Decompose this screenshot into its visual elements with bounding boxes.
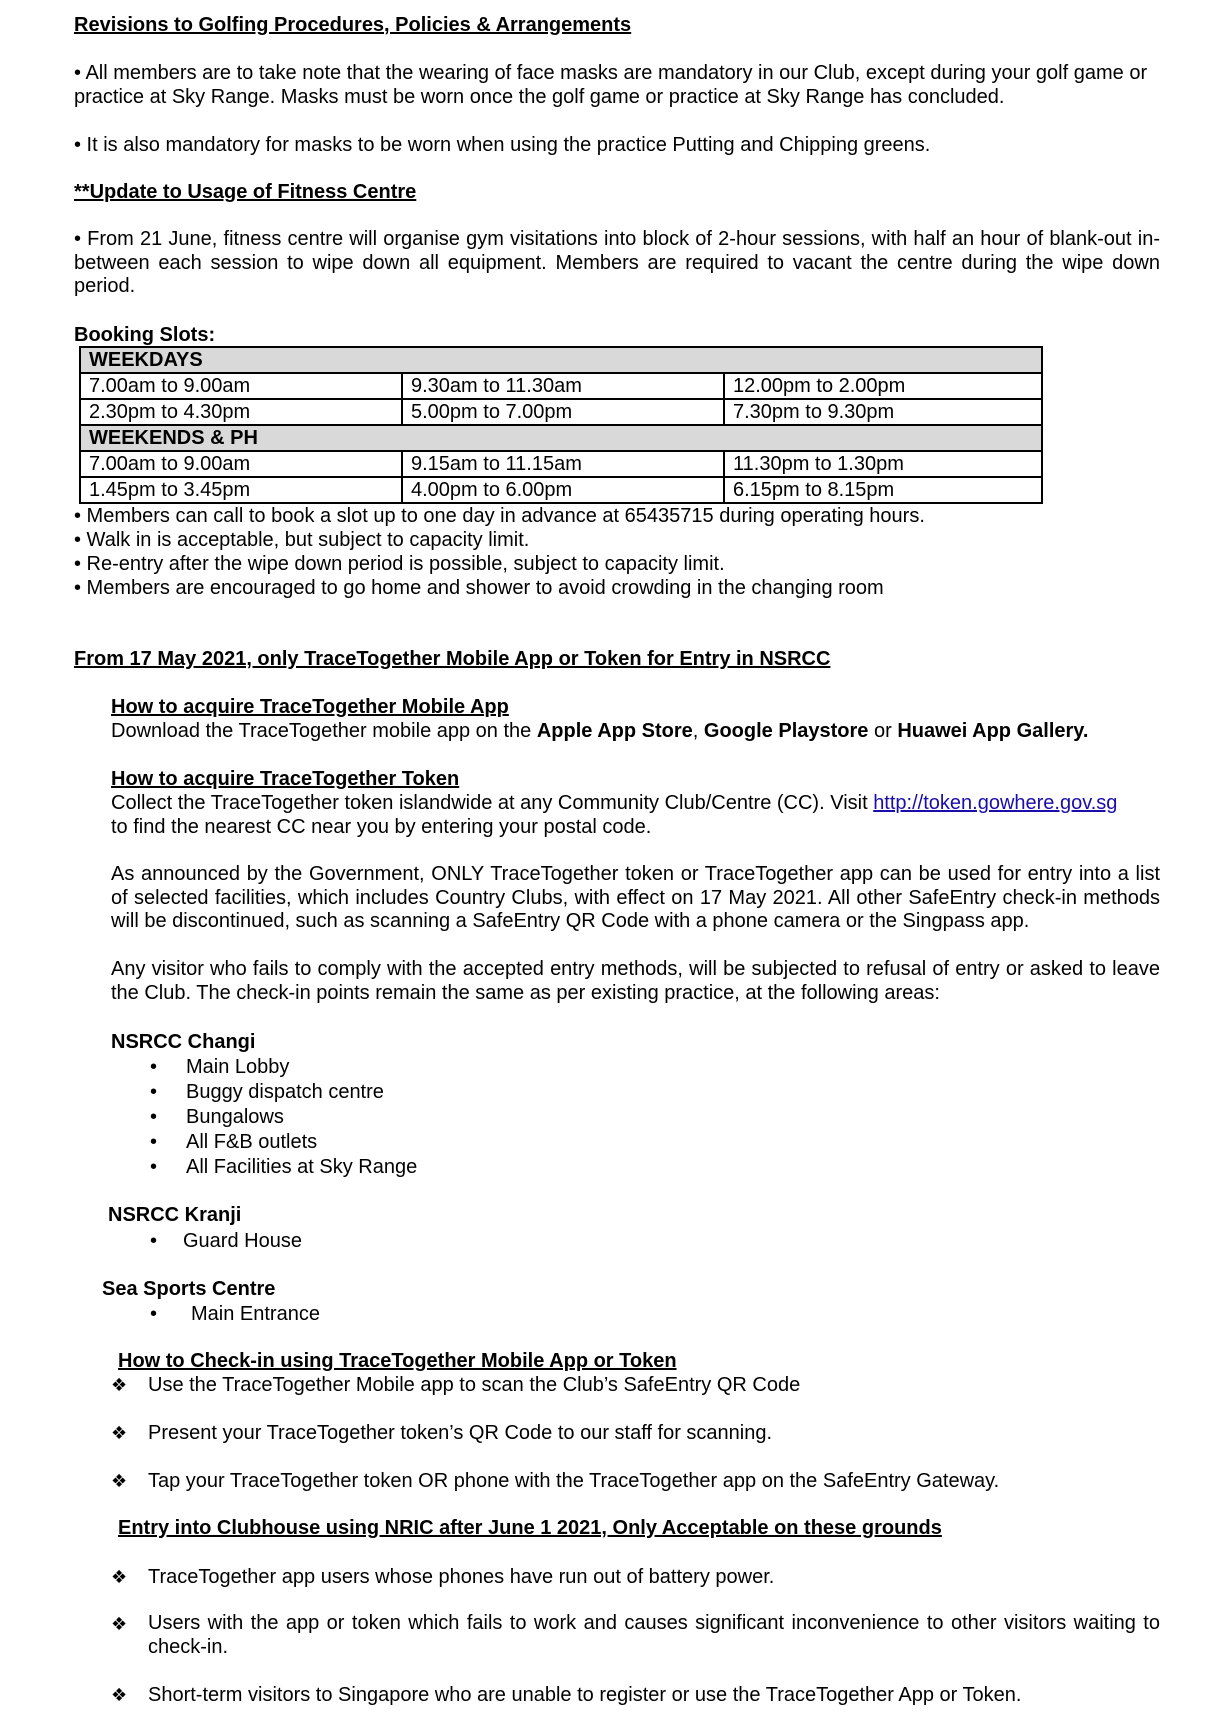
table-cell: 12.00pm to 2.00pm (724, 373, 1042, 399)
list-item: Buggy dispatch centre (186, 1081, 384, 1103)
revisions-bullet-greens: • It is also mandatory for masks to be worn when using the practice Putting and Chipping greens. (74, 134, 931, 156)
list-item: All Facilities at Sky Range (186, 1156, 418, 1178)
weekends-header: WEEKENDS & PH (80, 425, 1042, 451)
booking-slots-label: Booking Slots: (74, 324, 216, 346)
separator: , (692, 720, 704, 742)
table-cell: 6.15pm to 8.15pm (724, 477, 1042, 503)
location-name-kranji: NSRCC Kranji (108, 1204, 242, 1226)
booking-slots-table (79, 346, 1043, 504)
heading-revisions: Revisions to Golfing Procedures, Policies & Arrangements (74, 14, 632, 36)
heading-fitness-centre: **Update to Usage of Fitness Centre (74, 181, 417, 203)
list-item: Main Lobby (186, 1056, 290, 1078)
token-text-prefix: Collect the TraceTogether token islandwide at any Community Club/Centre (CC). Visit (111, 792, 874, 814)
table-cell: 9.30am to 11.30am (402, 373, 724, 399)
location-name-sea-sports: Sea Sports Centre (102, 1278, 276, 1300)
table-cell: 11.30pm to 1.30pm (724, 451, 1042, 477)
table-row (80, 425, 1042, 451)
diamond-bullet-icon: ❖ (111, 1423, 128, 1443)
app-download-text (111, 719, 1088, 743)
token-text-line1 (111, 791, 1117, 815)
google-playstore: Google Playstore (703, 720, 869, 742)
table-row (80, 373, 1042, 399)
diamond-bullet-icon: ❖ (111, 1471, 128, 1491)
nric-heading: Entry into Clubhouse using NRIC after June 1 2021, Only Acceptable on these grounds (118, 1517, 942, 1539)
table-cell: 7.30pm to 9.30pm (724, 399, 1042, 425)
table-row (80, 399, 1042, 425)
app-section-heading: How to acquire TraceTogether Mobile App (111, 696, 509, 718)
fitness-centre-text: • From 21 June, fitness centre will organise gym visitations into block of 2-hour sessions, with half an hour of blank-out in-between each session to wipe down all equipment. Members are required to vacant the centre during the wipe down period. (74, 228, 1160, 297)
announcement-text: As announced by the Government, ONLY TraceTogether token or TraceTogether app can be used for entry into a list of selected facilities, which includes Country Clubs, with effect on 17 May 2021. All other SafeEntry check-in methods will be discontinued, such as scanning a SafeEntry QR Code with a phone camera or the Singpass app. (111, 863, 1160, 932)
table-cell: 9.15am to 11.15am (402, 451, 724, 477)
bullet-icon: • (150, 1156, 158, 1178)
bullet-icon: • (150, 1056, 158, 1078)
list-item: Use the TraceTogether Mobile app to scan the Club’s SafeEntry QR Code (148, 1374, 801, 1396)
table-cell: 5.00pm to 7.00pm (402, 399, 724, 425)
list-item: Present your TraceTogether token’s QR Code to our staff for scanning. (148, 1422, 773, 1444)
booking-note: • Re-entry after the wipe down period is possible, subject to capacity limit. (74, 553, 725, 575)
bullet-icon: • (150, 1131, 158, 1153)
visitor-notice-text: Any visitor who fails to comply with the accepted entry methods, will be subjected to refusal of entry or asked to leave the Club. The check-in points remain the same as per existing practice, at the following areas: (111, 958, 1160, 1004)
table-row (80, 347, 1042, 373)
booking-note: • Members can call to book a slot up to one day in advance at 65435715 during operating hours. (74, 505, 925, 527)
diamond-bullet-icon: ❖ (111, 1375, 128, 1395)
diamond-bullet-icon: ❖ (111, 1614, 128, 1634)
list-item: Short-term visitors to Singapore who are unable to register or use the TraceTogether App or Token. (148, 1684, 1022, 1706)
bullet-icon: • (150, 1081, 158, 1103)
list-item: All F&B outlets (186, 1131, 318, 1153)
token-gowhere-link[interactable]: http://token.gowhere.gov.sg (873, 792, 1118, 814)
revisions-bullet-masks: • All members are to take note that the wearing of face masks are mandatory in our Club, except during your golf game or practice at Sky Range. Masks must be worn once the golf game or practice at Sky Range has concluded. (74, 62, 1148, 108)
huawei-app-gallery: Huawei App Gallery. (897, 720, 1089, 742)
checkin-heading: How to Check-in using TraceTogether Mobile App or Token (118, 1350, 677, 1372)
list-item: TraceTogether app users whose phones have run out of battery power. (148, 1566, 775, 1588)
table-row (80, 477, 1042, 503)
booking-note: • Walk in is acceptable, but subject to capacity limit. (74, 529, 530, 551)
bullet-icon: • (150, 1106, 158, 1128)
list-item: Users with the app or token which fails to work and causes significant inconvenience to other visitors waiting to check-in. (148, 1612, 1160, 1658)
heading-tracetogether: From 17 May 2021, only TraceTogether Mobile App or Token for Entry in NSRCC (74, 648, 831, 670)
booking-note: • Members are encouraged to go home and shower to avoid crowding in the changing room (74, 577, 884, 599)
list-item: Guard House (183, 1230, 302, 1252)
weekdays-header: WEEKDAYS (80, 347, 1042, 373)
apple-app-store: Apple App Store (536, 720, 693, 742)
list-item: Bungalows (186, 1106, 284, 1128)
table-cell: 2.30pm to 4.30pm (80, 399, 402, 425)
bullet-icon: • (150, 1303, 158, 1325)
table-cell: 7.00am to 9.00am (80, 373, 402, 399)
table-row (80, 451, 1042, 477)
list-item: Main Entrance (191, 1303, 320, 1325)
app-text-prefix: Download the TraceTogether mobile app on the (111, 720, 537, 742)
token-text-line2: to find the nearest CC near you by entering your postal code. (111, 816, 652, 838)
separator: or (868, 720, 898, 742)
token-section-heading: How to acquire TraceTogether Token (111, 768, 460, 790)
table-cell: 1.45pm to 3.45pm (80, 477, 402, 503)
table-cell: 4.00pm to 6.00pm (402, 477, 724, 503)
list-item: Tap your TraceTogether token OR phone with the TraceTogether app on the SafeEntry Gateway. (148, 1470, 1000, 1492)
diamond-bullet-icon: ❖ (111, 1567, 128, 1587)
bullet-icon: • (150, 1230, 158, 1252)
diamond-bullet-icon: ❖ (111, 1685, 128, 1705)
table-cell: 7.00am to 9.00am (80, 451, 402, 477)
location-name-changi: NSRCC Changi (111, 1031, 256, 1053)
